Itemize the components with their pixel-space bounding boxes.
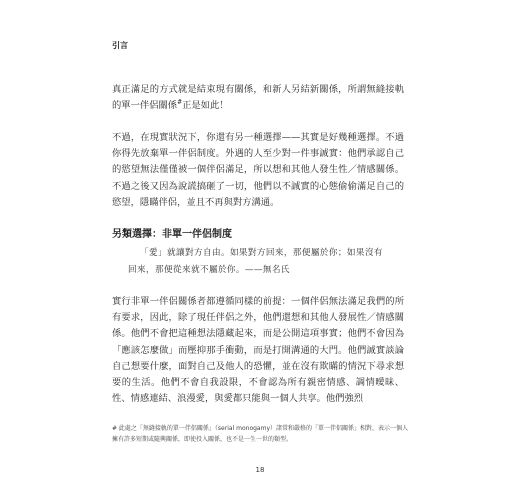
epigraph-quote: [128, 245, 408, 279]
quote-line-1: 「愛」就讓對方自由。如果對方回來，那便屬於你；如果沒有: [140, 248, 383, 258]
running-head: 引言: [112, 41, 128, 50]
section-title: 另類選擇：非單一伴侶制度: [112, 229, 232, 240]
paragraph-1-text-b: 正是如此！: [182, 100, 229, 112]
footnote-mark: #: [177, 99, 183, 107]
quote-line-2: 回來，那便從來就不屬於你。——無名氏: [128, 265, 290, 275]
paragraph-1: [112, 82, 404, 114]
paragraph-1-text-a: 真正滿足的方式就是結束現有關係，和新人另結新關係，所謂無縫接軌的單一伴侶關係: [112, 84, 404, 112]
footnote: # 此處之「無縫接軌的單一伴侶關係」（serial monogamy）諸常和嚴格的「單一伴侶關係」相對，表示一個人擁有許多短期或隨興關係，即使投入關係，也不是一生一世的類型。: [112, 425, 409, 443]
paragraph-3: 實行非單一伴侶關係者都遵循同樣的前提：一個伴侶無法滿足我們的所有要求，因此，除了現任伴侶之外，他們還想和其他人發展性／情感關係。他們不會把這種想法隱藏起來，而是公開這項事實；他們不會因為「應該怎麼做」而壓抑那手衝動，而是打開溝通的大門。他們誠實談論自己想要什麼，面對自己及他人的恐懼，並在沒有欺瞞的情況下尋求想要的生活。他們不會自我設限，不會認為所有親密情感、調情曖昧、性、情感連結、浪漫愛，與愛都只能與一個人共享。他們強烈: [112, 296, 404, 405]
paragraph-2: 不過，在現實狀況下，你還有另一種選擇——其實是好幾種選擇。不過你得先放棄單一伴侶制度。外遇的人至少對一件事誠實：他們承認自己的慾望無法僅僅被一個伴侶滿足，所以想和其他人發生性／情感關係。不過之後又因為說謊搞砸了一切，他們以不誠實的心態偷偷滿足自己的慾望，隱瞞伴侶，並且不再與對方溝通。: [112, 132, 404, 208]
page-number: 18: [255, 466, 265, 474]
